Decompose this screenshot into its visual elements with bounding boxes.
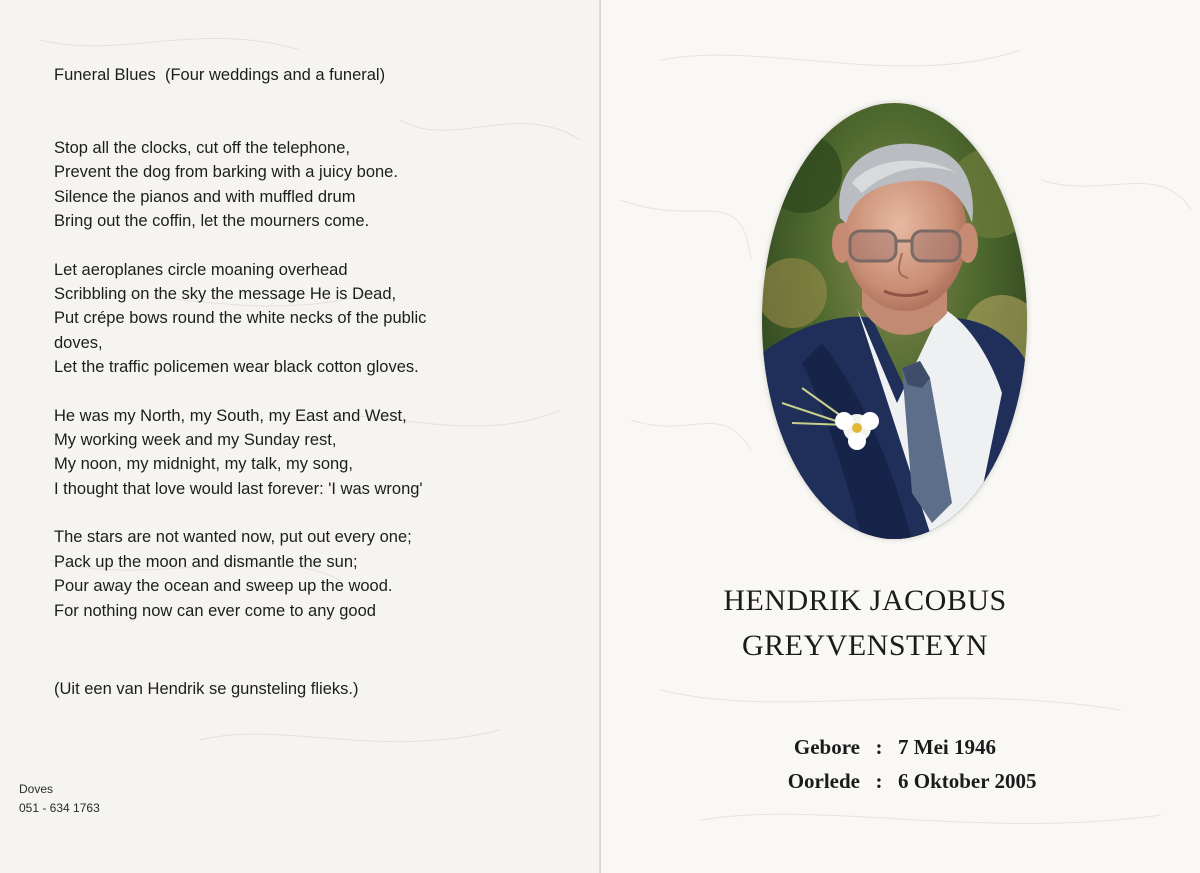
printer-phone: 051 - 634 1763 — [19, 801, 100, 815]
poem-line: He was my North, my South, my East and West, — [54, 406, 407, 425]
born-separator: : — [875, 734, 883, 759]
stanza-4 — [54, 525, 574, 623]
poem — [54, 63, 574, 647]
stanza-2 — [54, 258, 574, 380]
stanza-3 — [54, 404, 574, 502]
poem-line: Put crépe bows round the white necks of the public — [54, 309, 427, 328]
poem-footnote: (Uit een van Hendrik se gunsteling flieks.) — [54, 680, 359, 698]
life-dates — [760, 730, 1036, 798]
poem-line: For nothing now can ever come to any good — [54, 601, 376, 620]
poem-line: Prevent the dog from barking with a juicy bone. — [54, 163, 398, 182]
poem-line: Bring out the coffin, let the mourners come. — [54, 212, 370, 231]
deceased-name-last: GREYVENSTEYN — [742, 629, 988, 662]
born-label: Gebore — [793, 734, 860, 759]
portrait-photo — [762, 103, 1027, 539]
born-row — [760, 730, 1036, 764]
deceased-name-first: HENDRIK JACOBUS — [723, 584, 1007, 617]
stanza-1 — [54, 136, 574, 234]
printer-info — [19, 780, 100, 818]
died-label: Oorlede — [787, 768, 860, 793]
poem-line: Stop all the clocks, cut off the telephone, — [54, 139, 350, 157]
portrait-illustration — [762, 103, 1027, 539]
poem-line: The stars are not wanted now, put out every one; — [54, 528, 412, 547]
poem-line: My working week and my Sunday rest, — [54, 431, 337, 450]
born-date: 7 Mei 1946 — [898, 734, 996, 759]
died-date: 6 Oktober 2005 — [898, 768, 1037, 793]
poem-line: Let the traffic policemen wear black cotton gloves. — [54, 358, 419, 377]
poem-line: Let aeroplanes circle moaning overhead — [54, 260, 348, 279]
poem-title: Funeral Blues (Four weddings and a funeral) — [54, 66, 386, 84]
printer-name: Doves — [19, 782, 54, 796]
poem-line: doves, — [54, 333, 103, 352]
died-row — [760, 764, 1036, 798]
poem-line: Silence the pianos and with muffled drum — [54, 187, 356, 206]
poem-line: I thought that love would last forever: 'I was wrong' — [54, 479, 423, 498]
poem-line: My noon, my midnight, my talk, my song, — [54, 455, 353, 474]
poem-line: Pour away the ocean and sweep up the wood. — [54, 577, 393, 596]
poem-line: Pack up the moon and dismantle the sun; — [54, 552, 358, 571]
died-separator: : — [875, 768, 883, 793]
poem-line: Scribbling on the sky the message He is Dead, — [54, 285, 397, 304]
